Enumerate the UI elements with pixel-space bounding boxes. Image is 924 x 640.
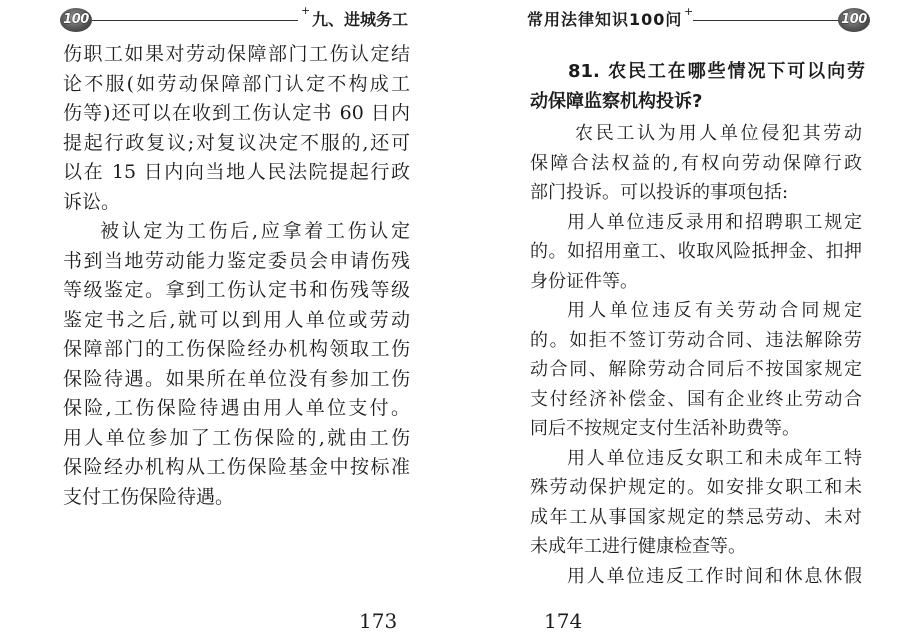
text-line: 保障部门的工伤保险经办机构领取工伤 [63,338,410,360]
header-rule [693,20,839,21]
header-rule [92,20,298,21]
paragraph [530,119,862,208]
text-line: 诉讼。 [63,190,121,213]
paragraph [63,40,410,217]
paragraph [530,444,862,562]
text-line: 身份证件等。 [530,270,638,292]
text-line: 农民工认为用人单位侵犯其劳动 [575,123,862,144]
text-line: 支付经济补偿金、国有企业终止劳动合 [530,388,862,410]
text-line: 殊劳动保护规定的。如安排女职工和未 [530,477,862,498]
text-line: 保障合法权益的,有权向劳动保障行政 [530,152,862,174]
text-line: 保险待遇。如果所在单位没有参加工伤 [63,367,410,390]
title-line: 动保障监察机构投诉? [530,90,703,112]
text-line: 保险,工伤保险待遇由用人单位支付。 [63,397,410,419]
running-head-mark: + [301,4,311,17]
question-title [530,57,865,116]
header-logo: 100 [838,8,870,32]
text-line: 伤等)还可以在收到工伤认定书 60 日内 [63,102,410,124]
text-line: 部门投诉。可以投诉的事项包括: [530,182,789,203]
paragraph [530,562,862,592]
text-line: 论不服(如劳动保障部门认定不构成工 [63,72,410,95]
text-line: 用人单位违反录用和招聘职工规定 [567,211,862,233]
text-line: 被认定为工伤后,应拿着工伤认定 [100,220,410,242]
text-line: 鉴定书之后,就可以到用人单位或劳动 [63,308,410,331]
running-head-book-title: 常用法律知识100问 [527,10,683,29]
running-head-chapter: 九、进城务工 [312,10,409,29]
text-line: 书到当地劳动能力鉴定委员会申请伤残 [63,249,410,272]
paragraph [530,208,862,297]
page-body [63,40,410,512]
title-line: 81. 农民工在哪些情况下可以向劳 [568,61,865,82]
page-number: 174 [544,609,583,633]
text-line: 用人单位违反工作时间和休息休假 [567,565,862,587]
text-line: 以在 15 日内向当地人民法院提起行政 [63,161,410,183]
text-line: 等级鉴定。拿到工伤认定书和伤残等级 [63,279,410,301]
text-line: 的。如招用童工、收取风险抵押金、扣押 [530,241,862,262]
page-number: 173 [359,609,398,633]
text-line: 成年工从事国家规定的禁忌劳动、未对 [530,506,862,528]
text-line: 提起行政复议;对复议决定不服的,还可 [63,131,410,154]
running-head-mark: + [684,5,694,18]
paragraph [530,296,862,444]
paragraph [63,217,410,512]
text-line: 同后不按规定支付生活补助费等。 [530,418,800,439]
text-line: 用人单位违反女职工和未成年工特 [567,447,862,469]
text-line: 动合同、解除劳动合同后不按国家规定 [530,359,862,380]
text-line: 保险经办机构从工伤保险基金中按标准 [63,456,410,478]
text-line: 的。如拒不签订劳动合同、违法解除劳 [530,329,862,351]
text-line: 支付工伤保险待遇。 [63,485,235,508]
header-logo: 100 [60,8,92,32]
text-line: 伤职工如果对劳动保障部门工伤认定结 [63,43,410,65]
text-line: 用人单位违反有关劳动合同规定 [567,300,862,321]
text-line: 未成年工进行健康检查等。 [530,536,746,557]
page-body [530,119,862,591]
right-page [462,0,924,640]
text-line: 用人单位参加了工伤保险的,就由工伤 [63,426,410,449]
